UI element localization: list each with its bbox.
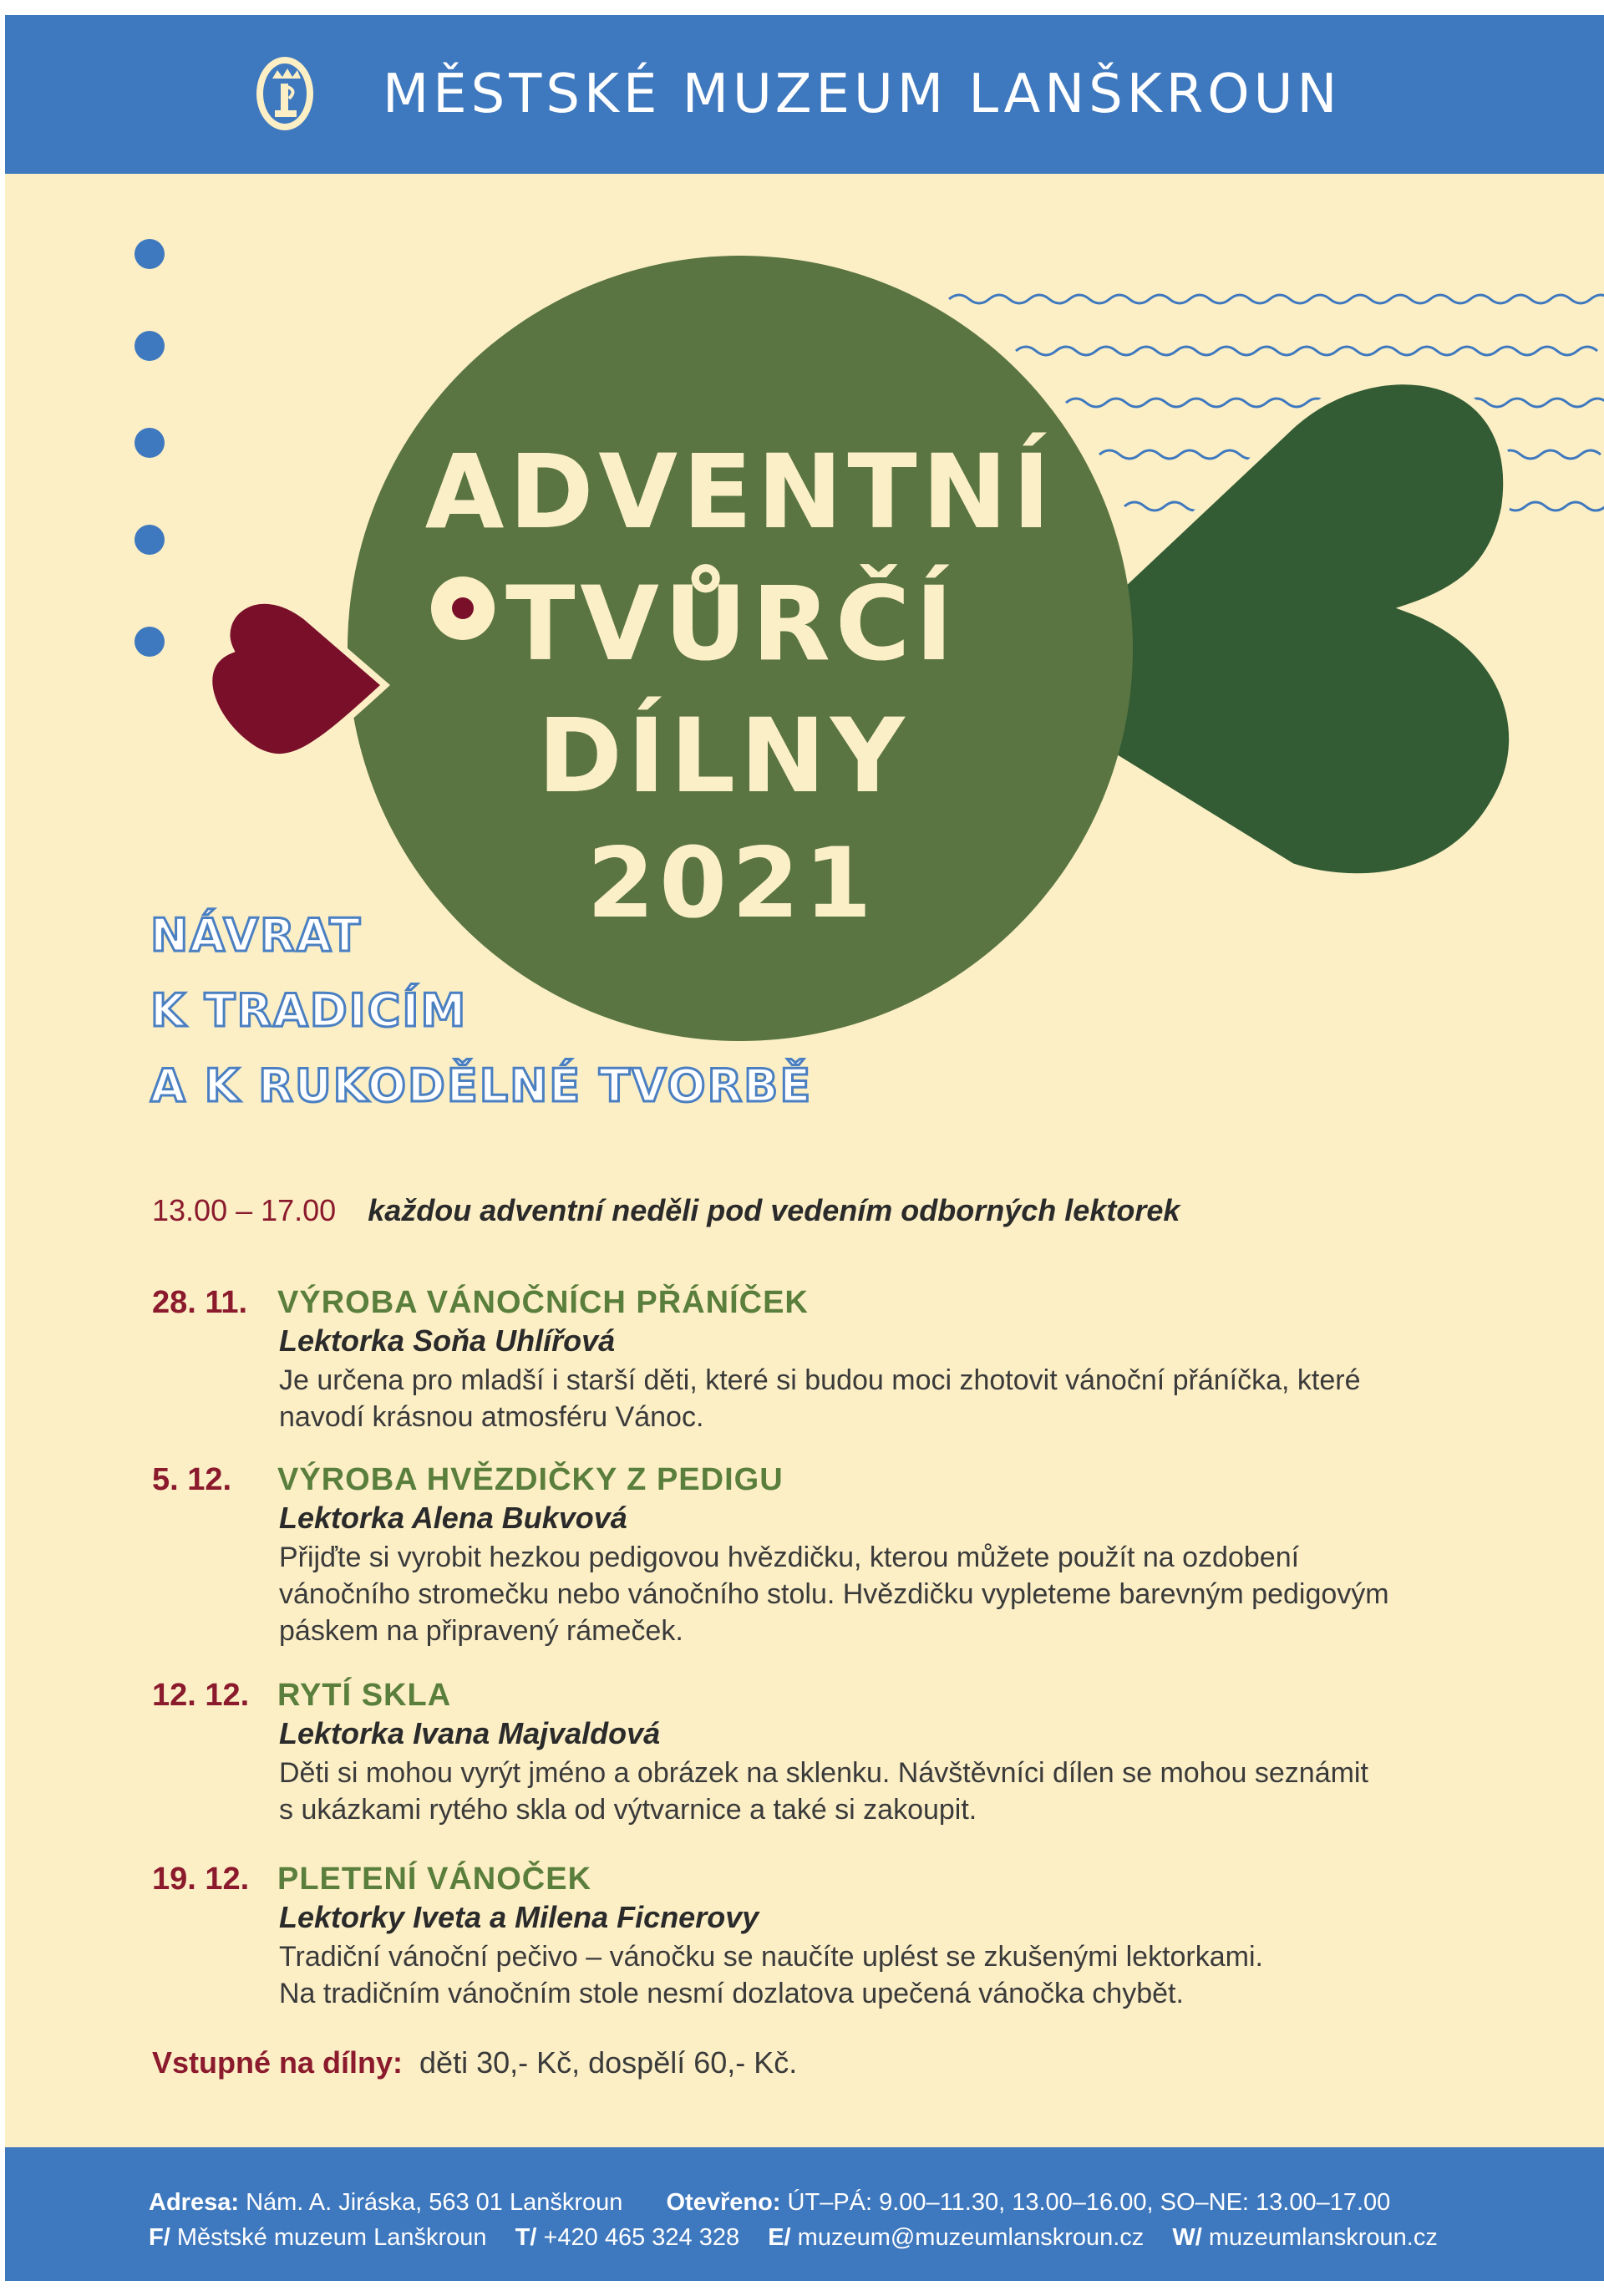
title-line-2: TVŮRČÍ [505,565,958,683]
description-line: vánočního stromečku nebo vánočního stolu. Hvězdičku vypleteme barevným pedigovým [279,1578,1389,1610]
event-date: 5. 12. [152,1462,232,1497]
admission-fee [152,2045,797,2080]
subtitle-line-1: NÁVRAT [150,909,363,962]
title-artwork [5,174,1604,1110]
blue-dot [135,525,165,555]
description-line: Na tradičním vánočním stole nesmí dozlatova upečená vánočka chybět. [279,1978,1184,2009]
description-line: Je určena pro mladší i starší děti, které si budou moci zhotovit vánoční přáníčka, které [279,1364,1361,1396]
opening-time: 13.00 – 17.00 [152,1193,337,1227]
web-label: W/ [1172,2224,1202,2251]
event-description [279,1539,1389,1649]
phone-label: T/ [515,2224,537,2251]
description-line: navodí krásnou atmosféru Vánoc. [279,1401,704,1433]
intro-text: každou adventní neděli pod vedením odborných lektorek [368,1193,1180,1227]
footer-row-address [149,2189,1390,2217]
title-line-1: ADVENTNÍ [424,433,1056,551]
event-date: 12. 12. [152,1678,250,1713]
facebook-label: F/ [149,2224,170,2251]
phone-link[interactable]: +420 465 324 328 [543,2224,740,2251]
event-description [279,1362,1361,1435]
description-line: s ukázkami rytého skla od výtvarnice a také si zakoupit. [279,1794,977,1826]
description-line: Přijďte si vyrobit hezkou pedigovou hvězdičku, kterou můžete použít na ozdobení [279,1542,1300,1573]
title-year: 2021 [586,827,877,940]
blue-dot [135,331,165,361]
subtitle-line-3: A K RUKODĚLNÉ TVORBĚ [150,1059,813,1112]
blue-dot [135,627,165,657]
footer-row-contacts [149,2224,1438,2252]
footer-band [5,2147,1604,2281]
blue-dot [135,428,165,458]
event-lector: Lektorky Iveta a Milena Ficnerovy [279,1900,759,1934]
web-link[interactable]: muzeumlanskroun.cz [1208,2224,1438,2251]
intro-row [152,1193,1180,1228]
event-lector: Lektorka Ivana Majvaldová [279,1716,661,1750]
event-title: RYTÍ SKLA [277,1678,452,1713]
hours-value: ÚT–PÁ: 9.00–11.30, 13.00–16.00, SO–NE: 13.00–17.00 [787,2189,1391,2216]
fee-label: Vstupné na dílny: [152,2045,404,2080]
description-line: Děti si mohou vyrýt jméno a obrázek na sklenku. Návštěvníci dílen se mohou seznámit [279,1757,1368,1789]
hours-label: Otevřeno: [666,2189,781,2216]
poster [5,15,1604,2281]
address-value: Nám. A. Jiráska, 563 01 Lanškroun [246,2189,623,2216]
event-title: PLETENÍ VÁNOČEK [277,1862,592,1897]
event-date: 19. 12. [152,1862,250,1897]
event-title: VÝROBA VÁNOČNÍCH PŘÁNÍČEK [277,1285,809,1320]
email-link[interactable]: muzeum@muzeumlanskroun.cz [797,2224,1145,2251]
header-band [5,15,1604,174]
email-label: E/ [768,2224,791,2251]
facebook-link[interactable]: Městské muzeum Lanškroun [176,2224,487,2251]
address-label: Adresa: [149,2189,239,2216]
title-line-3: DÍLNY [537,697,910,815]
fee-value: děti 30,- Kč, dospělí 60,- Kč. [419,2045,798,2080]
description-line: Tradiční vánoční pečivo – vánočku se naučíte uplést se zkušenými lektorkami. [279,1941,1263,1973]
museum-crest-icon [252,50,317,134]
subtitle-line-2: K TRADICÍM [150,984,468,1037]
event-title: VÝROBA HVĚZDIČKY Z PEDIGU [277,1462,784,1497]
event-lector: Lektorka Alena Bukvová [279,1501,627,1535]
eye-pupil [452,597,474,619]
event-description [279,1755,1368,1828]
museum-name: MĚSTSKÉ MUZEUM LANŠKROUN [383,63,1342,125]
event-lector: Lektorka Soňa Uhlířová [279,1323,616,1358]
description-line: páskem na připravený rámeček. [279,1615,683,1647]
event-description [279,1938,1263,2012]
event-date: 28. 11. [152,1285,248,1320]
blue-dot [135,239,165,269]
